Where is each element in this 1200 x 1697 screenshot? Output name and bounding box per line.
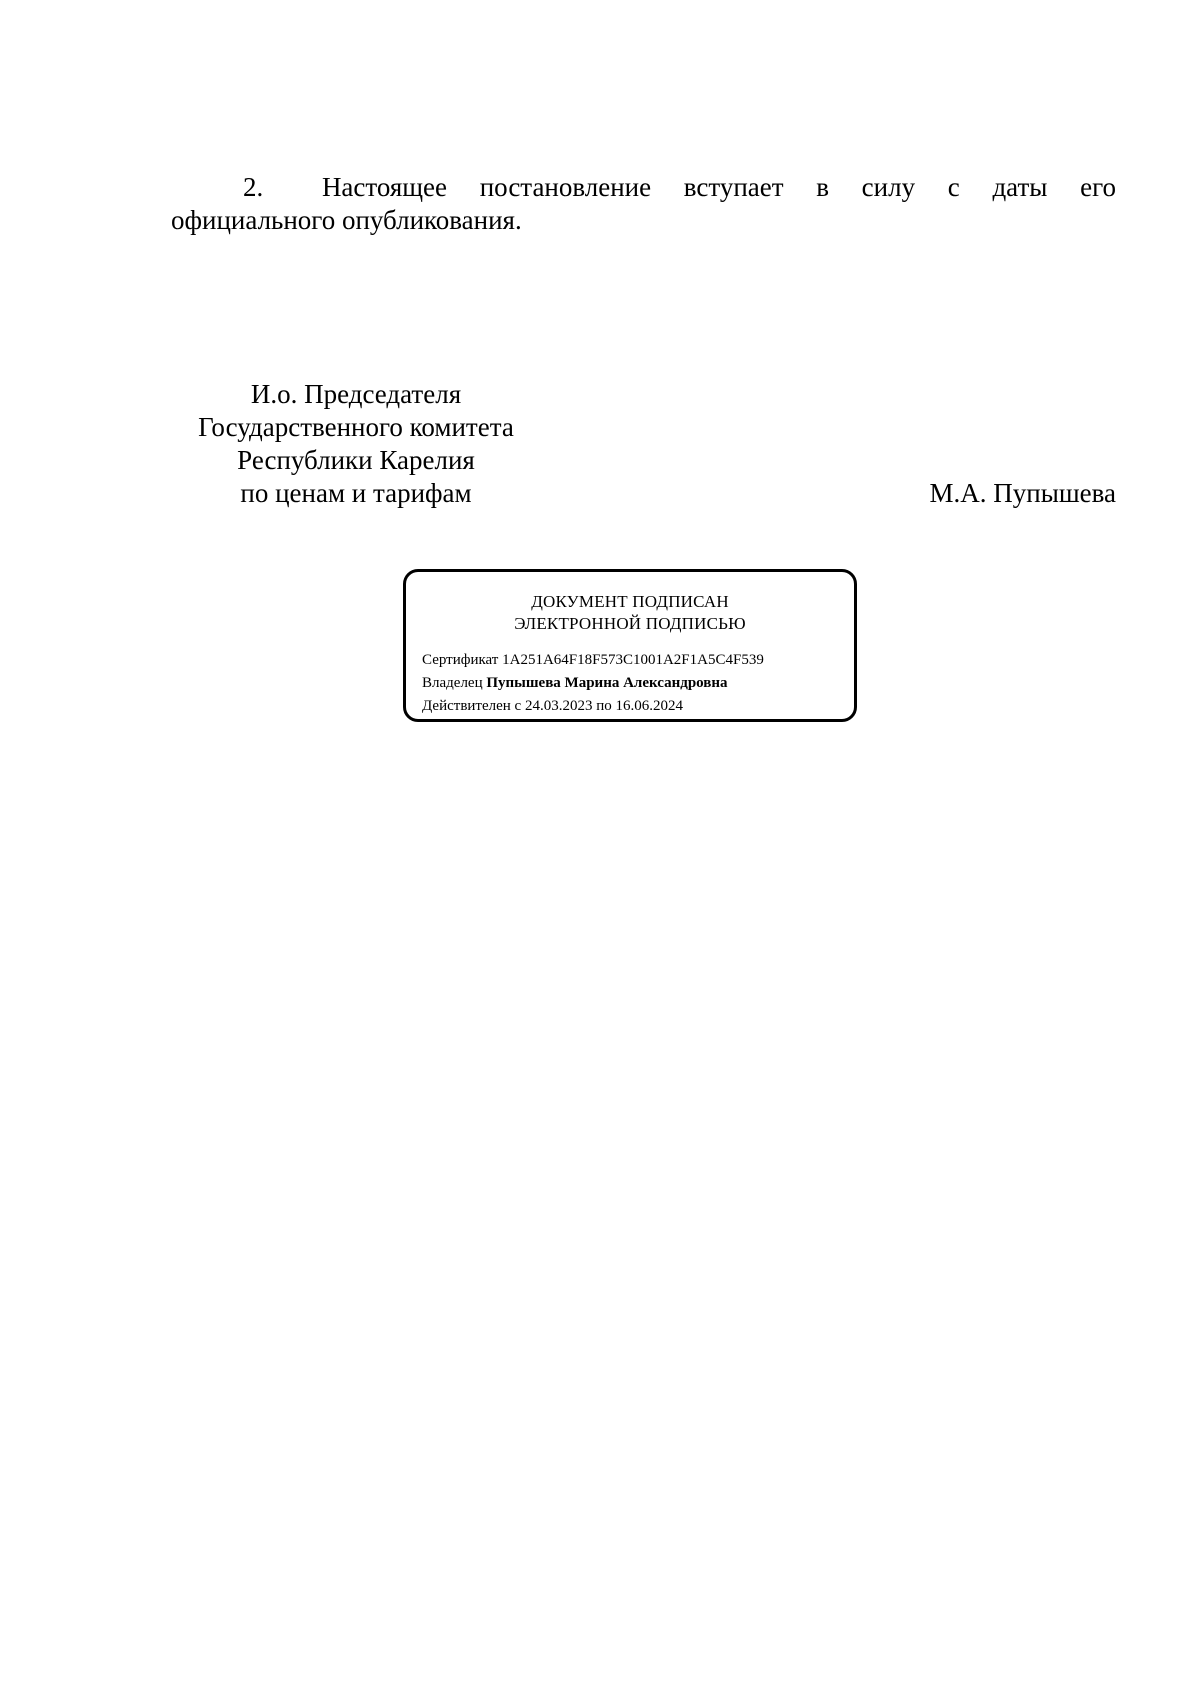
stamp-valid-to: 16.06.2024 bbox=[615, 698, 683, 714]
stamp-certificate-row bbox=[422, 649, 764, 672]
stamp-title-line: ДОКУМЕНТ ПОДПИСАН bbox=[531, 592, 729, 611]
signatory-line: Республики Карелия bbox=[237, 445, 475, 475]
stamp-certificate-value: 1A251A64F18F573C1001A2F1A5C4F539 bbox=[502, 652, 764, 668]
paragraph-word: вступает bbox=[683, 172, 784, 202]
electronic-signature-stamp bbox=[403, 569, 857, 722]
stamp-valid-label: Действителен с bbox=[422, 698, 522, 714]
signatory-line: И.о. Председателя bbox=[250, 379, 462, 409]
stamp-valid-from: 24.03.2023 bbox=[524, 698, 593, 714]
paragraph-word: постановление bbox=[479, 172, 652, 202]
stamp-owner-value: Пупышева Марина Александровна bbox=[486, 675, 728, 691]
signer-name: М.А. Пупышева bbox=[929, 478, 1116, 508]
paragraph-2 bbox=[171, 171, 1116, 237]
paragraph-word: даты bbox=[992, 172, 1048, 202]
paragraph-line-1 bbox=[171, 171, 1116, 204]
signatory-position bbox=[171, 378, 541, 510]
paragraph-word: Настоящее bbox=[321, 172, 448, 202]
stamp-title-line: ЭЛЕКТРОННОЙ ПОДПИСЬЮ bbox=[514, 614, 746, 633]
paragraph-word: в bbox=[816, 172, 829, 202]
paragraph-line-2: официального опубликования. bbox=[171, 205, 522, 235]
paragraph-word: силу bbox=[861, 172, 916, 202]
signatory-line: по ценам и тарифам bbox=[240, 478, 472, 508]
paragraph-number: 2. bbox=[243, 172, 264, 202]
stamp-owner-row bbox=[422, 672, 764, 695]
stamp-details bbox=[422, 649, 764, 718]
paragraph-word: его bbox=[1080, 172, 1116, 202]
stamp-certificate-label: Сертификат bbox=[422, 652, 499, 668]
stamp-title bbox=[406, 591, 854, 635]
stamp-valid-to-label: по bbox=[596, 698, 612, 714]
stamp-owner-label: Владелец bbox=[422, 675, 483, 691]
signatory-line: Государственного комитета bbox=[198, 412, 514, 442]
stamp-validity-row bbox=[422, 695, 764, 718]
paragraph-word: с bbox=[947, 172, 960, 202]
